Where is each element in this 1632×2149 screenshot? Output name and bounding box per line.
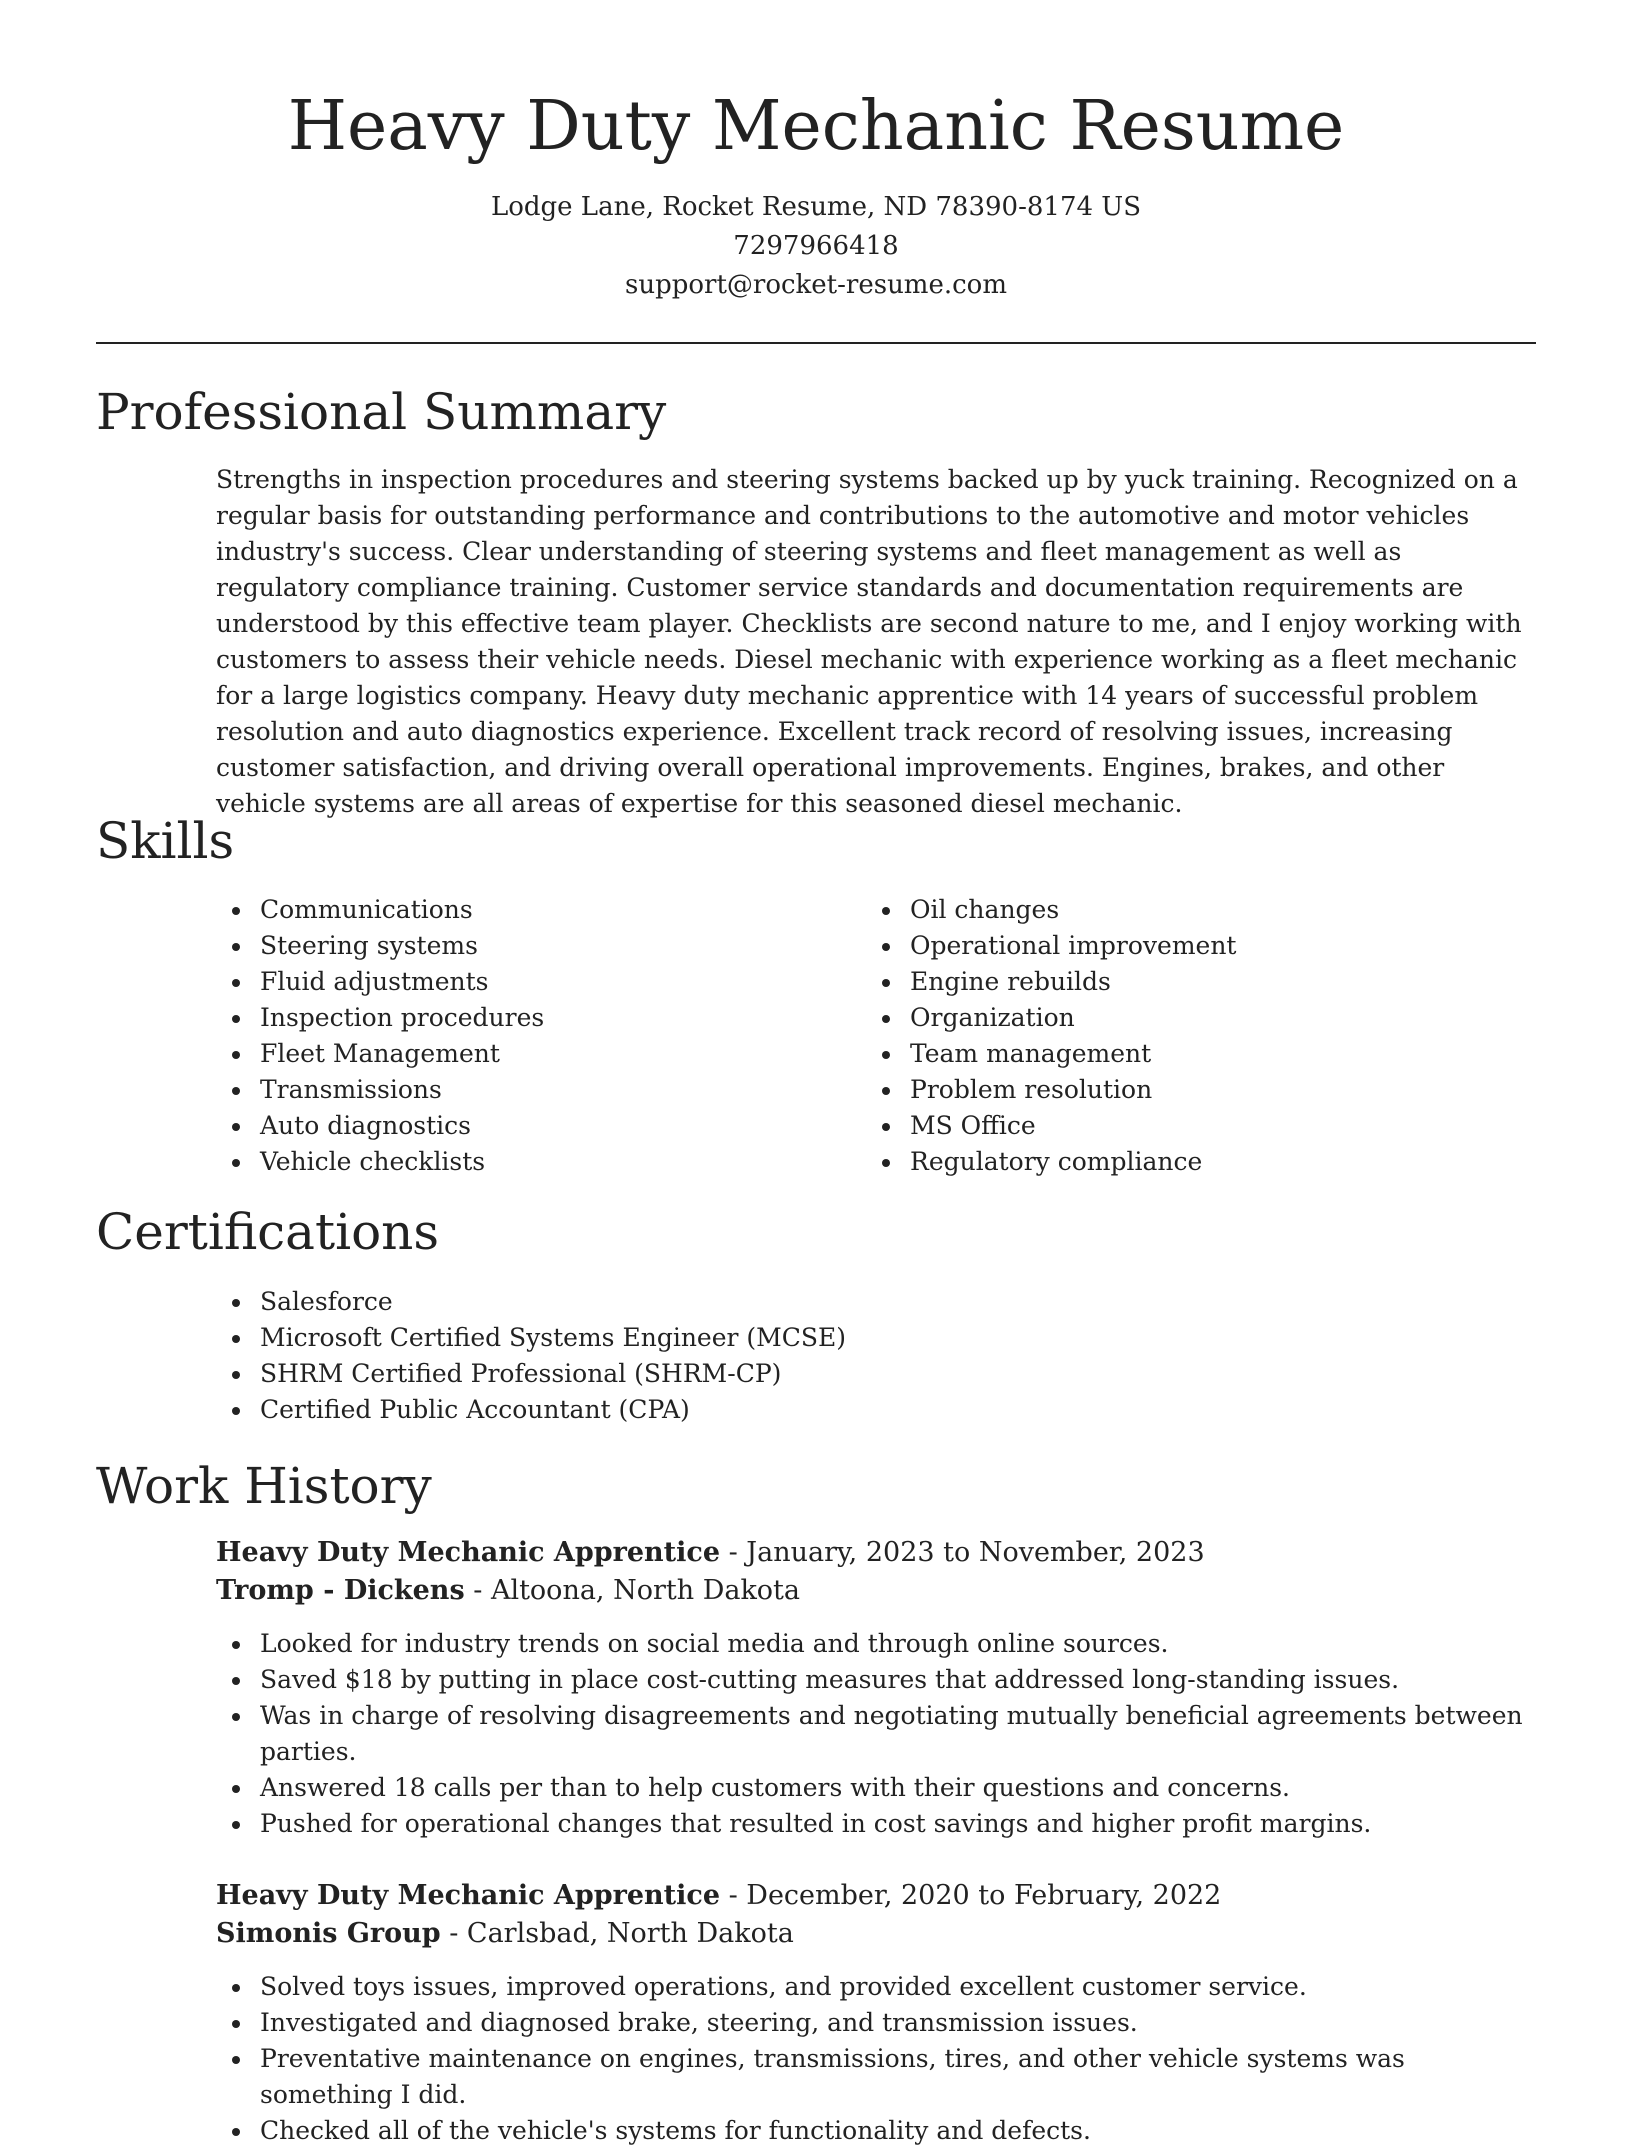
job-duties-list <box>216 1969 1536 2149</box>
section-title-work-history: Work History <box>96 1457 432 1515</box>
job-title: Heavy Duty Mechanic Apprentice <box>216 1537 721 1568</box>
job-duty-item: Checked all of the vehicle's systems for functionality and defects. <box>216 2113 1536 2149</box>
job-company-line <box>216 1572 1536 1610</box>
contact-email: support@rocket-resume.com <box>624 270 1007 300</box>
certification-item: Microsoft Certified Systems Engineer (MCSE) <box>216 1320 1536 1356</box>
summary-text: Strengths in inspection procedures and steering systems backed up by yuck training. Recognized on a regular basis for outstanding performance and contributions to the automotive and motor vehicles industry's success. Clear understanding of steering systems and fleet management as well as regulatory compliance training. Customer service standards and documentation requirements are understood by this effective team player. Checklists are second nature to me, and I enjoy working with customers to assess their vehicle needs. Diesel mechanic with experience working as a fleet mechanic for a large logistics company. Heavy duty mechanic apprentice with 14 years of successful problem resolution and auto diagnostics experience. Excellent track record of resolving issues, increasing customer satisfaction, and driving overall operational improvements. Engines, brakes, and other vehicle systems are all areas of expertise for this seasoned diesel mechanic. <box>216 465 1522 818</box>
skill-item: Engine rebuilds <box>866 964 1526 1000</box>
skill-item: MS Office <box>866 1108 1526 1144</box>
job-duty-item: Answered 18 calls per than to help customers with their questions and concerns. <box>216 1770 1536 1806</box>
skills-list-left <box>216 892 816 1180</box>
skill-item: Regulatory compliance <box>866 1144 1526 1180</box>
skill-item: Vehicle checklists <box>216 1144 816 1180</box>
job-duty-item: Solved toys issues, improved operations, and provided excellent customer service. <box>216 1969 1536 2005</box>
skill-item: Oil changes <box>866 892 1526 928</box>
section-title-skills: Skills <box>96 812 235 870</box>
contact-address: Lodge Lane, Rocket Resume, ND 78390-8174 US <box>490 192 1142 222</box>
skill-item: Fleet Management <box>216 1036 816 1072</box>
section-title-certifications: Certifications <box>96 1203 440 1261</box>
job-duty-item: Pushed for operational changes that resulted in cost savings and higher profit margins. <box>216 1806 1536 1842</box>
contact-phone: 7297966418 <box>733 231 899 261</box>
skill-item: Transmissions <box>216 1072 816 1108</box>
job-duty-item: Looked for industry trends on social media and through online sources. <box>216 1626 1536 1662</box>
certifications-list <box>216 1284 1536 1428</box>
job-entry <box>216 1877 1536 2149</box>
job-location: - Altoona, North Dakota <box>464 1575 801 1606</box>
job-entry <box>216 1534 1536 1842</box>
job-company: Simonis Group <box>216 1918 441 1949</box>
job-title: Heavy Duty Mechanic Apprentice <box>216 1880 721 1911</box>
job-title-line <box>216 1534 1536 1572</box>
skill-item: Steering systems <box>216 928 816 964</box>
header-divider <box>96 342 1536 344</box>
certification-item: SHRM Certified Professional (SHRM-CP) <box>216 1356 1536 1392</box>
skill-item: Auto diagnostics <box>216 1108 816 1144</box>
job-duty-item: Was in charge of resolving disagreements and negotiating mutually beneficial agreements between parties. <box>216 1698 1536 1770</box>
skills-list-right <box>866 892 1526 1180</box>
resume-title: Heavy Duty Mechanic Resume <box>287 87 1345 166</box>
skill-item: Inspection procedures <box>216 1000 816 1036</box>
job-duty-item: Saved $18 by putting in place cost-cutting measures that addressed long-standing issues. <box>216 1662 1536 1698</box>
job-title-line <box>216 1877 1536 1915</box>
skill-item: Fluid adjustments <box>216 964 816 1000</box>
job-company-line <box>216 1915 1536 1953</box>
job-duties-list <box>216 1626 1536 1842</box>
job-duty-item: Preventative maintenance on engines, transmissions, tires, and other vehicle systems was something I did. <box>216 2041 1536 2113</box>
job-duty-item: Investigated and diagnosed brake, steering, and transmission issues. <box>216 2005 1536 2041</box>
skill-item: Communications <box>216 892 816 928</box>
skill-item: Problem resolution <box>866 1072 1526 1108</box>
skill-item: Organization <box>866 1000 1526 1036</box>
job-dates: - December, 2020 to February, 2022 <box>720 1880 1222 1911</box>
job-dates: - January, 2023 to November, 2023 <box>720 1537 1205 1568</box>
contact-block <box>96 188 1536 305</box>
resume-header <box>96 82 1536 305</box>
job-company: Tromp - Dickens <box>216 1575 465 1606</box>
skill-item: Operational improvement <box>866 928 1526 964</box>
certification-item: Certified Public Accountant (CPA) <box>216 1392 1536 1428</box>
certification-item: Salesforce <box>216 1284 1536 1320</box>
skill-item: Team management <box>866 1036 1526 1072</box>
section-title-summary: Professional Summary <box>96 383 667 441</box>
job-location: - Carlsbad, North Dakota <box>440 1918 794 1949</box>
